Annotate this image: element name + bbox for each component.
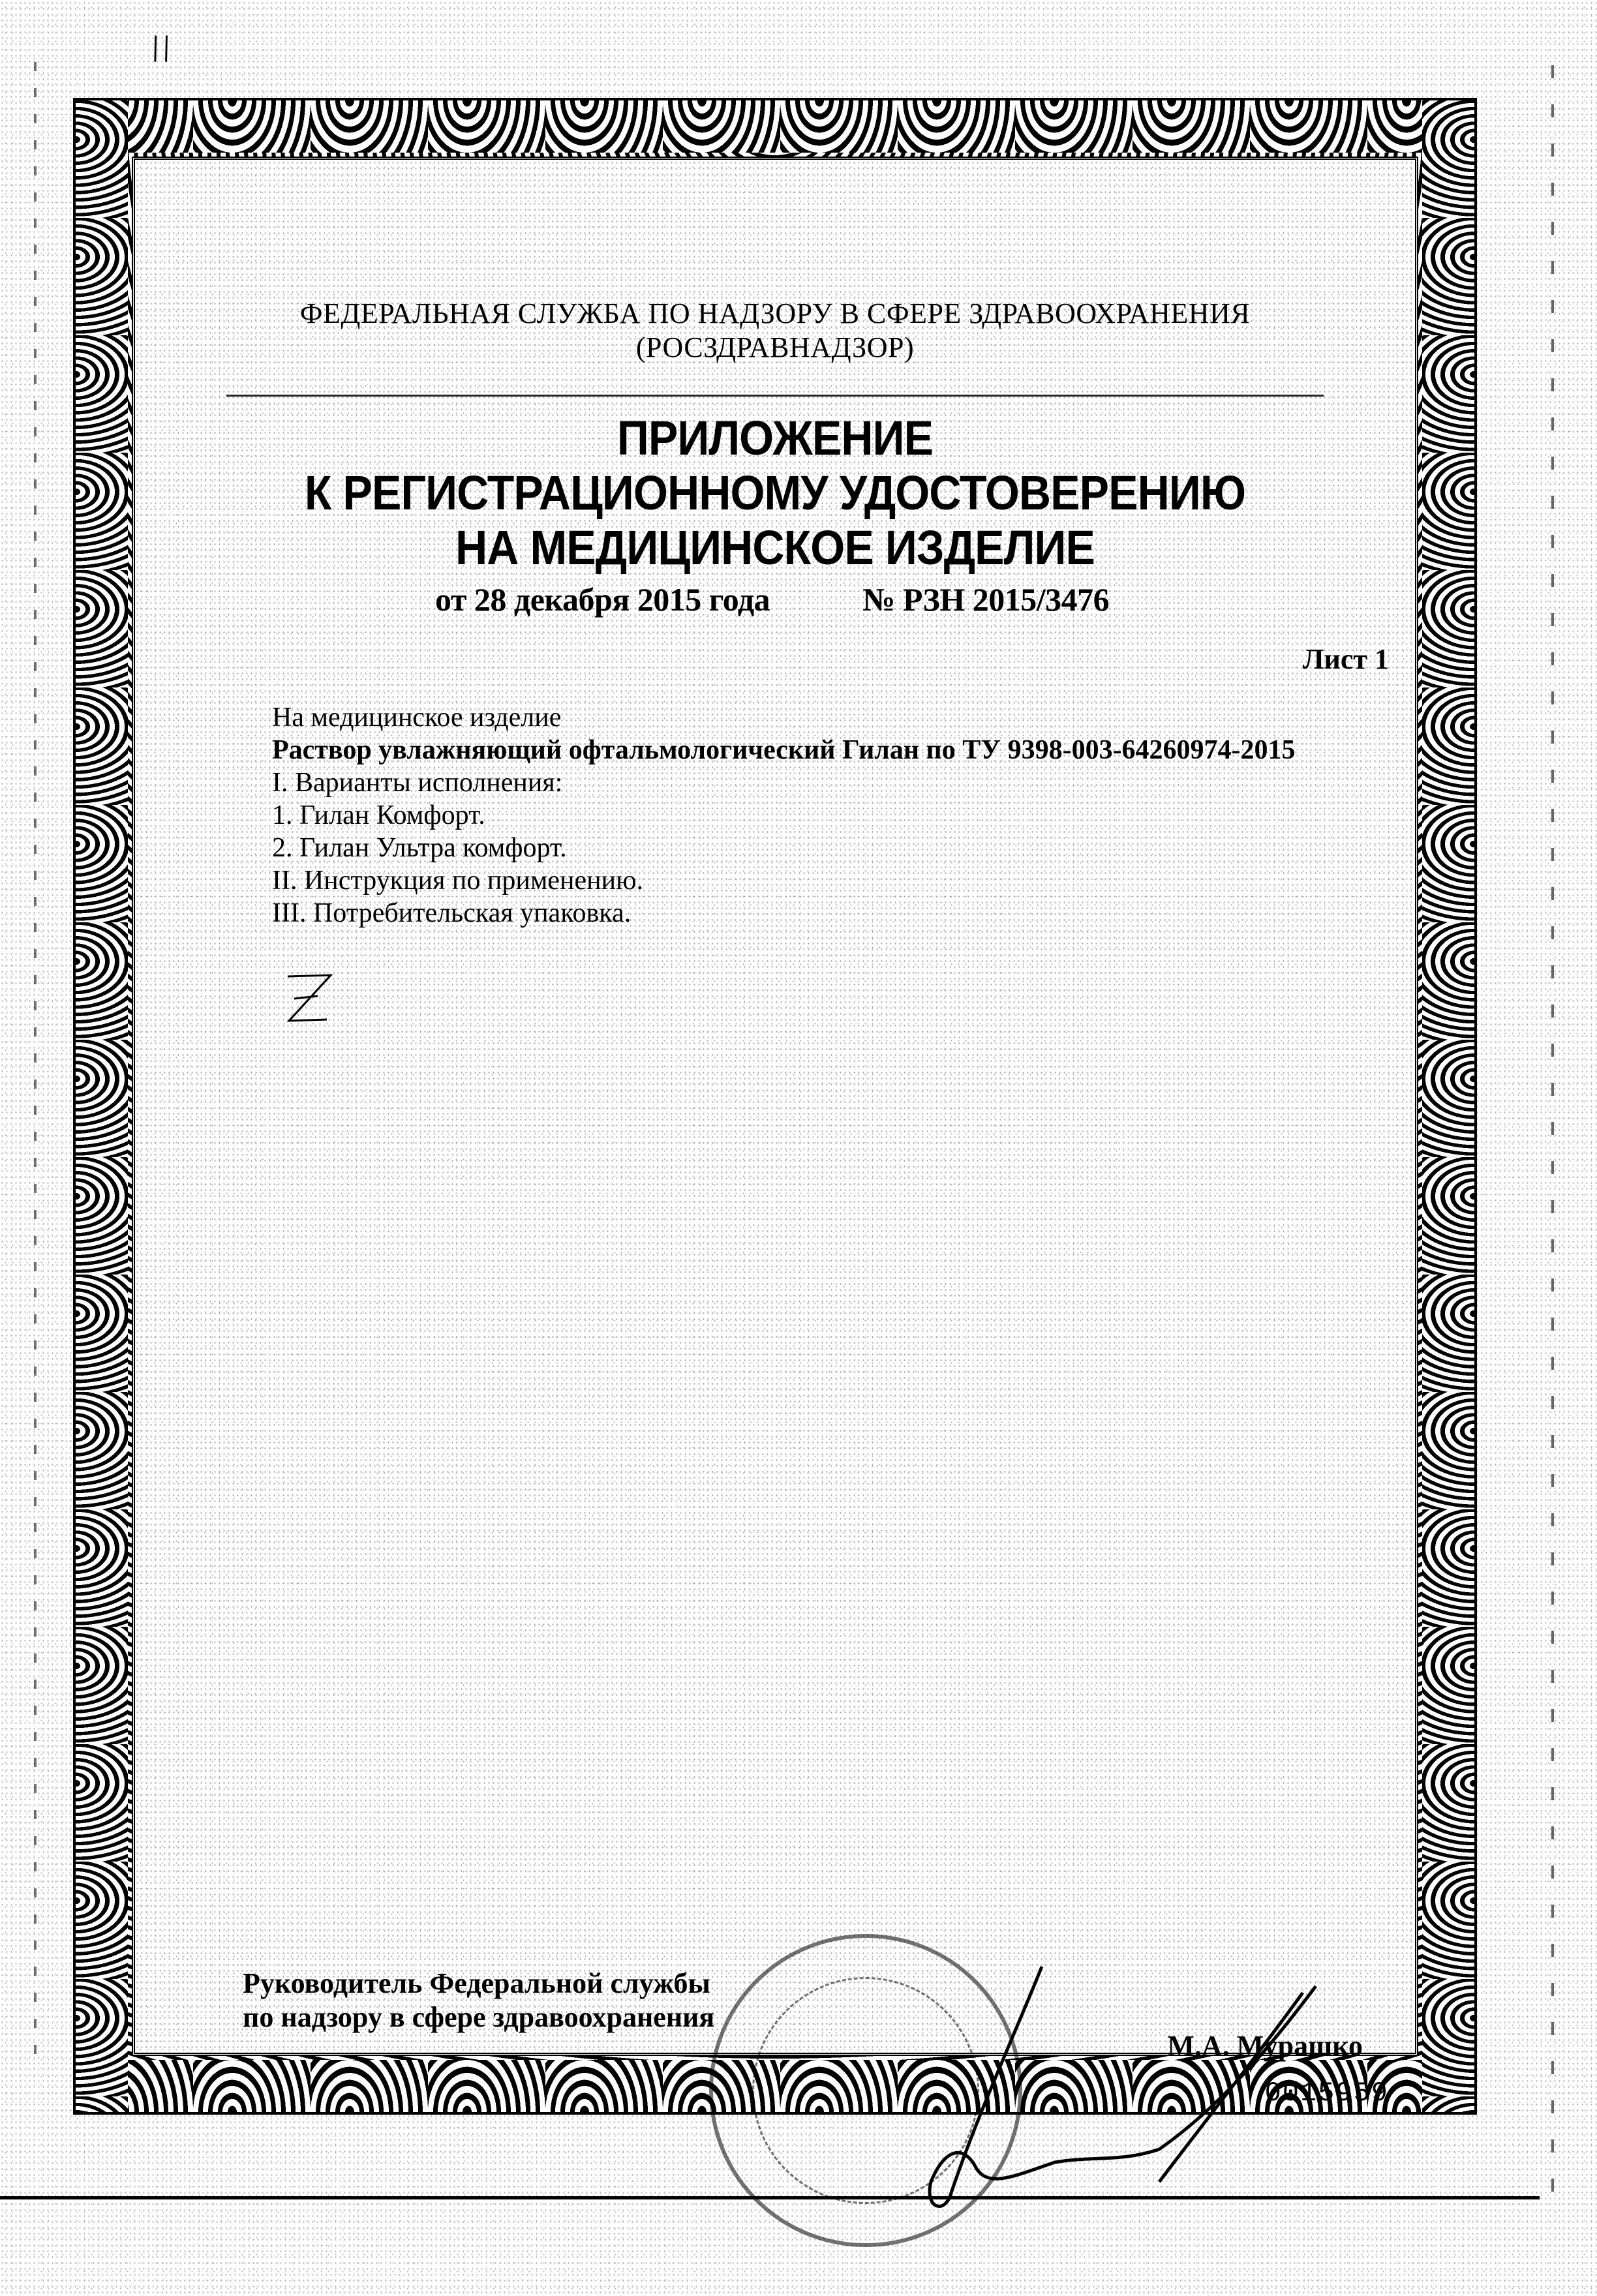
- scan-edge-left: [34, 62, 37, 2071]
- frame-border-right: [1422, 100, 1474, 2112]
- agency-name: ФЕДЕРАЛЬНАЯ СЛУЖБА ПО НАДЗОРУ В СФЕРЕ ЗДРАВООХРАНЕНИЯ: [299, 297, 1251, 329]
- intro-line: На медицинское изделие: [272, 702, 562, 733]
- margin-note: \\: [142, 27, 180, 70]
- signer-title-line-2: по надзору в сфере здравоохранения: [243, 2001, 715, 2033]
- product-name: Раствор увлажняющий офтальмологический Гилан по ТУ 9398-003-64260974-2015: [272, 735, 1296, 765]
- document-body: [132, 157, 1418, 2109]
- scan-edge-right: [1551, 65, 1554, 2195]
- title-line-1: ПРИЛОЖЕНИЕ: [616, 411, 934, 465]
- frame-border-top: [76, 100, 1474, 153]
- section-variants: I. Варианты исполнения:: [272, 768, 563, 798]
- frame-border-left: [76, 100, 128, 2112]
- variant-item: 1. Гилан Комфорт.: [272, 800, 485, 830]
- section-instructions: II. Инструкция по применению.: [272, 866, 644, 896]
- signer-name: М.А. Мурашко: [1167, 2030, 1363, 2062]
- annex-content: [272, 701, 1376, 929]
- title-line-2: К РЕГИСТРАЦИОННОМУ УДОСТОВЕРЕНИЮ: [304, 466, 1246, 520]
- agency-abbreviation: (РОСЗДРАВНАДЗОР): [635, 331, 915, 363]
- document-title: [186, 411, 1363, 575]
- header-divider: [226, 395, 1324, 397]
- z-closing-mark: [280, 969, 339, 1027]
- title-line-3: НА МЕДИЦИНСКОЕ ИЗДЕЛИЕ: [455, 521, 1095, 575]
- sheet-number: Лист 1: [1302, 643, 1389, 675]
- dateline: [435, 581, 1109, 618]
- form-serial-number: 0015959: [1264, 2077, 1389, 2109]
- scan-bottom-edge: [0, 2196, 1540, 2199]
- issue-date: от 28 декабря 2015 года: [435, 581, 770, 618]
- section-packaging: III. Потребительская упаковка.: [272, 898, 631, 928]
- signer-title-line-1: Руководитель Федеральной службы: [243, 1967, 710, 1999]
- agency-header: [135, 297, 1415, 365]
- signer-title: [243, 1967, 714, 2034]
- registration-number: № РЗН 2015/3476: [862, 581, 1110, 618]
- ornamental-frame: [73, 98, 1477, 2115]
- variant-item: 2. Гилан Ультра комфорт.: [272, 833, 567, 863]
